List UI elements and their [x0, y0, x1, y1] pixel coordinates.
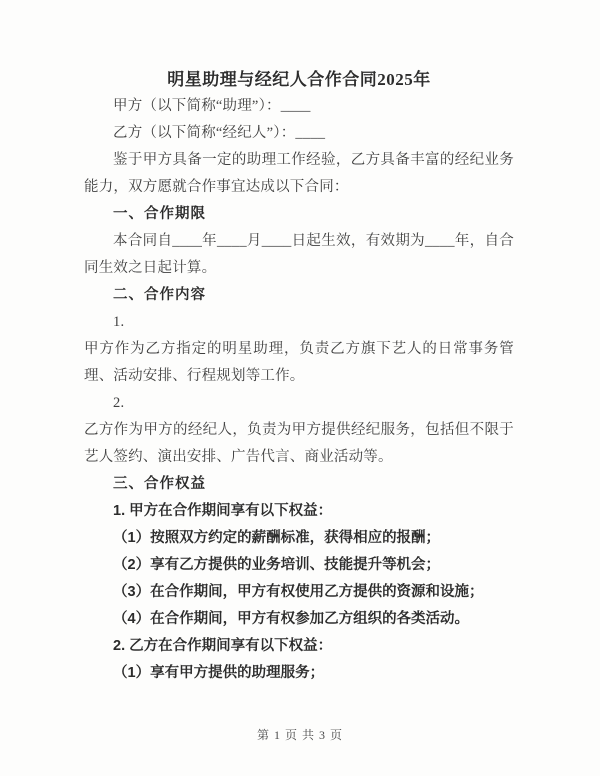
- paragraph: 甲方（以下简称“助理”）：____: [113, 98, 311, 114]
- document-title: 明星助理与经纪人合作合同2025年: [167, 70, 431, 89]
- clause-item: 2. 乙方在合作期间享有以下权益：: [113, 638, 333, 654]
- paragraph: 本合同自____年____月____日起生效，有效期为____年，自合同生效之日起计算。: [84, 233, 514, 276]
- document-body: [84, 93, 514, 687]
- paragraph: 鉴于甲方具备一定的助理工作经验，乙方具备丰富的经纪业务能力，双方愿就合作事宜达成以下合同：: [84, 152, 514, 195]
- clause-item: （1）按照双方约定的薪酬标准，获得相应的报酬；: [113, 530, 441, 546]
- document-content: [84, 66, 514, 687]
- paragraph: 甲方作为乙方指定的明星助理，负责乙方旗下艺人的日常事务管理、活动安排、行程规划等工作。: [84, 341, 514, 384]
- page-indicator: 第 1 页 共 3 页: [256, 728, 343, 742]
- paragraph: 乙方作为甲方的经纪人，负责为甲方提供经纪服务，包括但不限于艺人签约、演出安排、广告代言、商业活动等。: [84, 422, 514, 465]
- page-footer: [0, 727, 600, 743]
- clause-item: （3）在合作期间，甲方有权使用乙方提供的资源和设施；: [113, 584, 484, 600]
- list-number: 1.: [113, 314, 125, 330]
- clause-item: （4）在合作期间，甲方有权参加乙方组织的各类活动。: [113, 611, 470, 627]
- section-heading: 二、合作内容: [113, 287, 206, 303]
- list-number: 2.: [113, 395, 125, 411]
- clause-item: （2）享有乙方提供的业务培训、技能提升等机会；: [113, 557, 441, 573]
- paragraph: 乙方（以下简称“经纪人”）：____: [113, 125, 326, 141]
- section-heading: 三、合作权益: [113, 476, 206, 492]
- clause-item: 1. 甲方在合作期间享有以下权益：: [113, 503, 333, 519]
- clause-item: （1）享有甲方提供的助理服务；: [113, 665, 325, 681]
- section-heading: 一、合作期限: [113, 206, 206, 222]
